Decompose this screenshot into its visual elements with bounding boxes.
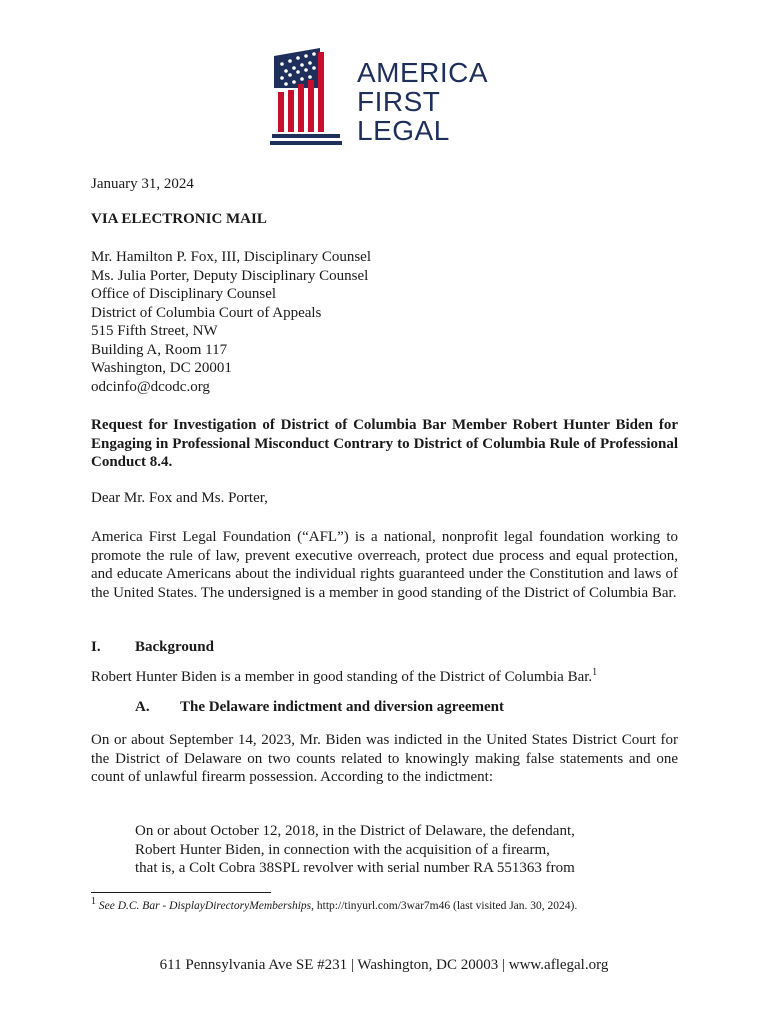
background-text: Robert Hunter Biden is a member in good standing of the District of Columbia Bar. bbox=[91, 669, 593, 685]
subsection-title: The Delaware indictment and diversion agreement bbox=[180, 699, 505, 715]
logo-line-1: AMERICA bbox=[357, 57, 489, 88]
recipient-address bbox=[91, 248, 679, 396]
salutation: Dear Mr. Fox and Ms. Porter, bbox=[91, 490, 268, 506]
address-line: Office of Disciplinary Counsel bbox=[91, 286, 277, 302]
section-number: I. bbox=[91, 639, 101, 655]
address-line: 515 Fifth Street, NW bbox=[91, 323, 218, 339]
address-line: Mr. Hamilton P. Fox, III, Disciplinary Counsel bbox=[91, 249, 371, 265]
address-line: Washington, DC 20001 bbox=[91, 360, 232, 376]
footnote bbox=[91, 896, 679, 914]
footnote-marker: 1 bbox=[592, 667, 598, 678]
quote-line: On or about October 12, 2018, in the District of Delaware, the defendant, bbox=[135, 823, 575, 839]
quote-line: that is, a Colt Cobra 38SPL revolver with serial number RA 551363 from bbox=[135, 860, 575, 876]
address-email: odcinfo@dcodc.org bbox=[91, 378, 210, 395]
quote-line: Robert Hunter Biden, in connection with the acquisition of a firearm, bbox=[135, 841, 550, 858]
delivery-method: VIA ELECTRONIC MAIL bbox=[91, 211, 267, 227]
subsection-number: A. bbox=[135, 699, 150, 715]
address-line: District of Columbia Court of Appeals bbox=[91, 304, 322, 321]
footnote-number: 1 bbox=[91, 896, 96, 908]
indictment-paragraph: On or about September 14, 2023, Mr. Biden was indicted in the United States District Court for the District of Delaware on two counts related to knowingly making false statements and one count of unlawful firearm possession. According to the indictment: bbox=[91, 732, 678, 785]
letterhead-footer: 611 Pennsylvania Ave SE #231 | Washington, DC 20003 | www.aflegal.org bbox=[159, 957, 609, 973]
pillar-flag-icon bbox=[270, 44, 350, 148]
indictment-quote bbox=[135, 822, 635, 878]
background-paragraph bbox=[91, 669, 597, 686]
footnote-divider bbox=[91, 892, 271, 893]
address-line: Building A, Room 117 bbox=[91, 341, 228, 358]
footnote-text: , http://tinyurl.com/3war7m46 (last visited Jan. 30, 2024). bbox=[311, 900, 578, 912]
logo-wordmark bbox=[357, 58, 488, 145]
section-title: Background bbox=[135, 639, 214, 655]
afl-logo bbox=[270, 44, 510, 148]
address-line: Ms. Julia Porter, Deputy Disciplinary Counsel bbox=[91, 267, 369, 284]
footnote-citation: See D.C. Bar - DisplayDirectoryMemberships bbox=[98, 900, 312, 912]
intro-paragraph: America First Legal Foundation (“AFL”) is a national, nonprofit legal foundation working to promote the rule of law, prevent executive overreach, protect due process and equal protection, and educate Americans about the individual rights guaranteed under the Constitution and laws of the United States. The undersigned is a member in good standing of the District of Columbia Bar. bbox=[91, 529, 678, 601]
letter-date: January 31, 2024 bbox=[91, 176, 194, 192]
logo-line-3: LEGAL bbox=[357, 115, 450, 146]
subject-line: Request for Investigation of District of Columbia Bar Member Robert Hunter Biden for Engaging in Professional Misconduct Contrary to District of Columbia Rule of Professional Conduct 8.4. bbox=[91, 417, 678, 470]
logo-line-2: FIRST bbox=[357, 86, 441, 117]
